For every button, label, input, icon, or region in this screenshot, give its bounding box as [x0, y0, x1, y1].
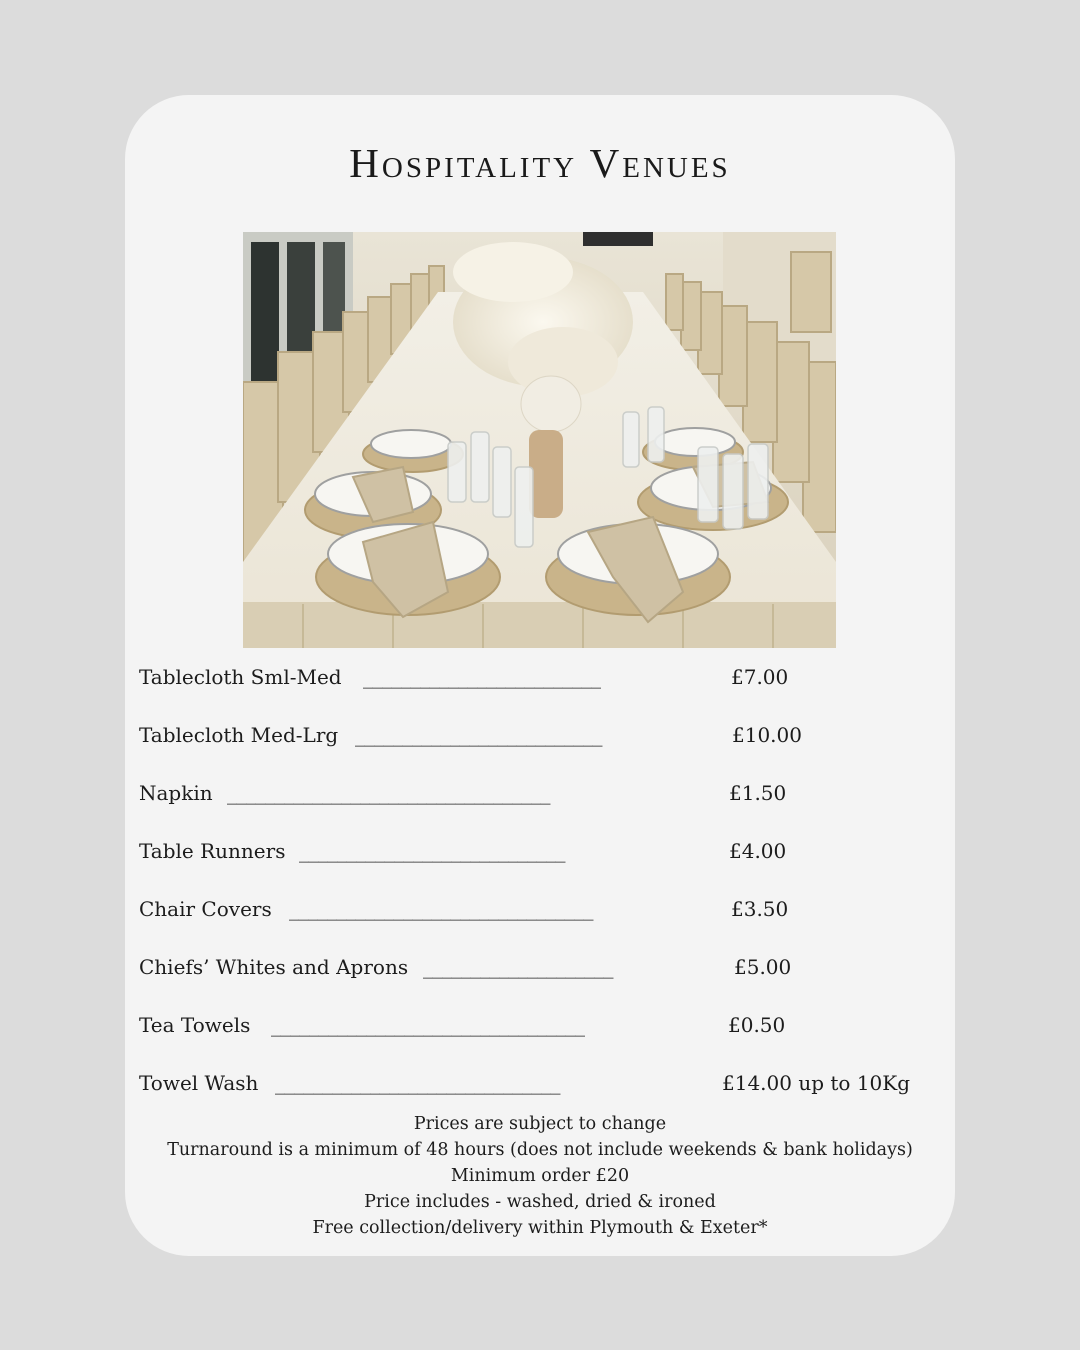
price-item-label: Tablecloth Sml-Med: [139, 665, 342, 689]
price-row-tablecloth-med-lrg: [139, 720, 945, 750]
price-value: £10.00: [732, 723, 802, 747]
price-value: £1.50: [729, 781, 787, 805]
leader-line: _________________________________: [271, 1013, 585, 1037]
price-item-label: Napkin: [139, 781, 213, 805]
price-item-label: Tablecloth Med-Lrg: [139, 723, 339, 747]
price-item-label: Towel Wash: [139, 1071, 259, 1095]
leader-line: ________________________________: [289, 897, 593, 921]
price-item-label: Table Runners: [139, 839, 286, 863]
price-row-tea-towels: [139, 1010, 945, 1040]
price-row-towel-wash: [139, 1068, 945, 1098]
banquet-table-photo: [243, 232, 836, 648]
note-line: Free collection/delivery within Plymouth & Exeter*: [312, 1218, 768, 1238]
leader-line: ____________________: [423, 955, 613, 979]
price-row-chiefs-whites-aprons: [139, 952, 945, 982]
note-line: Price includes - washed, dried & ironed: [364, 1192, 716, 1212]
leader-line: _________________________: [363, 665, 601, 689]
price-value: £0.50: [728, 1013, 786, 1037]
note-line: Minimum order £20: [450, 1166, 630, 1186]
leader-line: __________________________________: [227, 781, 550, 805]
note-line: Turnaround is a minimum of 48 hours (does not include weekends & bank holidays): [167, 1140, 913, 1160]
price-row-napkin: [139, 778, 945, 808]
price-value: £3.50: [731, 897, 789, 921]
price-row-tablecloth-sml-med: [139, 662, 945, 692]
price-value: £5.00: [734, 955, 792, 979]
price-row-chair-covers: [139, 894, 945, 924]
leader-line: ______________________________: [275, 1071, 560, 1095]
price-item-label: Chair Covers: [139, 897, 272, 921]
leader-line: ____________________________: [299, 839, 565, 863]
price-value: £7.00: [731, 665, 789, 689]
page-title: Hospitality Venues: [349, 140, 731, 186]
price-value: £4.00: [729, 839, 787, 863]
terms-notes: [125, 1111, 955, 1241]
price-item-label: Chiefs’ Whites and Aprons: [139, 955, 409, 979]
leader-line: __________________________: [355, 723, 602, 747]
price-row-table-runners: [139, 836, 945, 866]
note-line: Prices are subject to change: [413, 1114, 667, 1134]
price-card: [125, 95, 955, 1256]
price-value: £14.00 up to 10Kg: [722, 1071, 911, 1095]
price-item-label: Tea Towels: [139, 1013, 251, 1037]
